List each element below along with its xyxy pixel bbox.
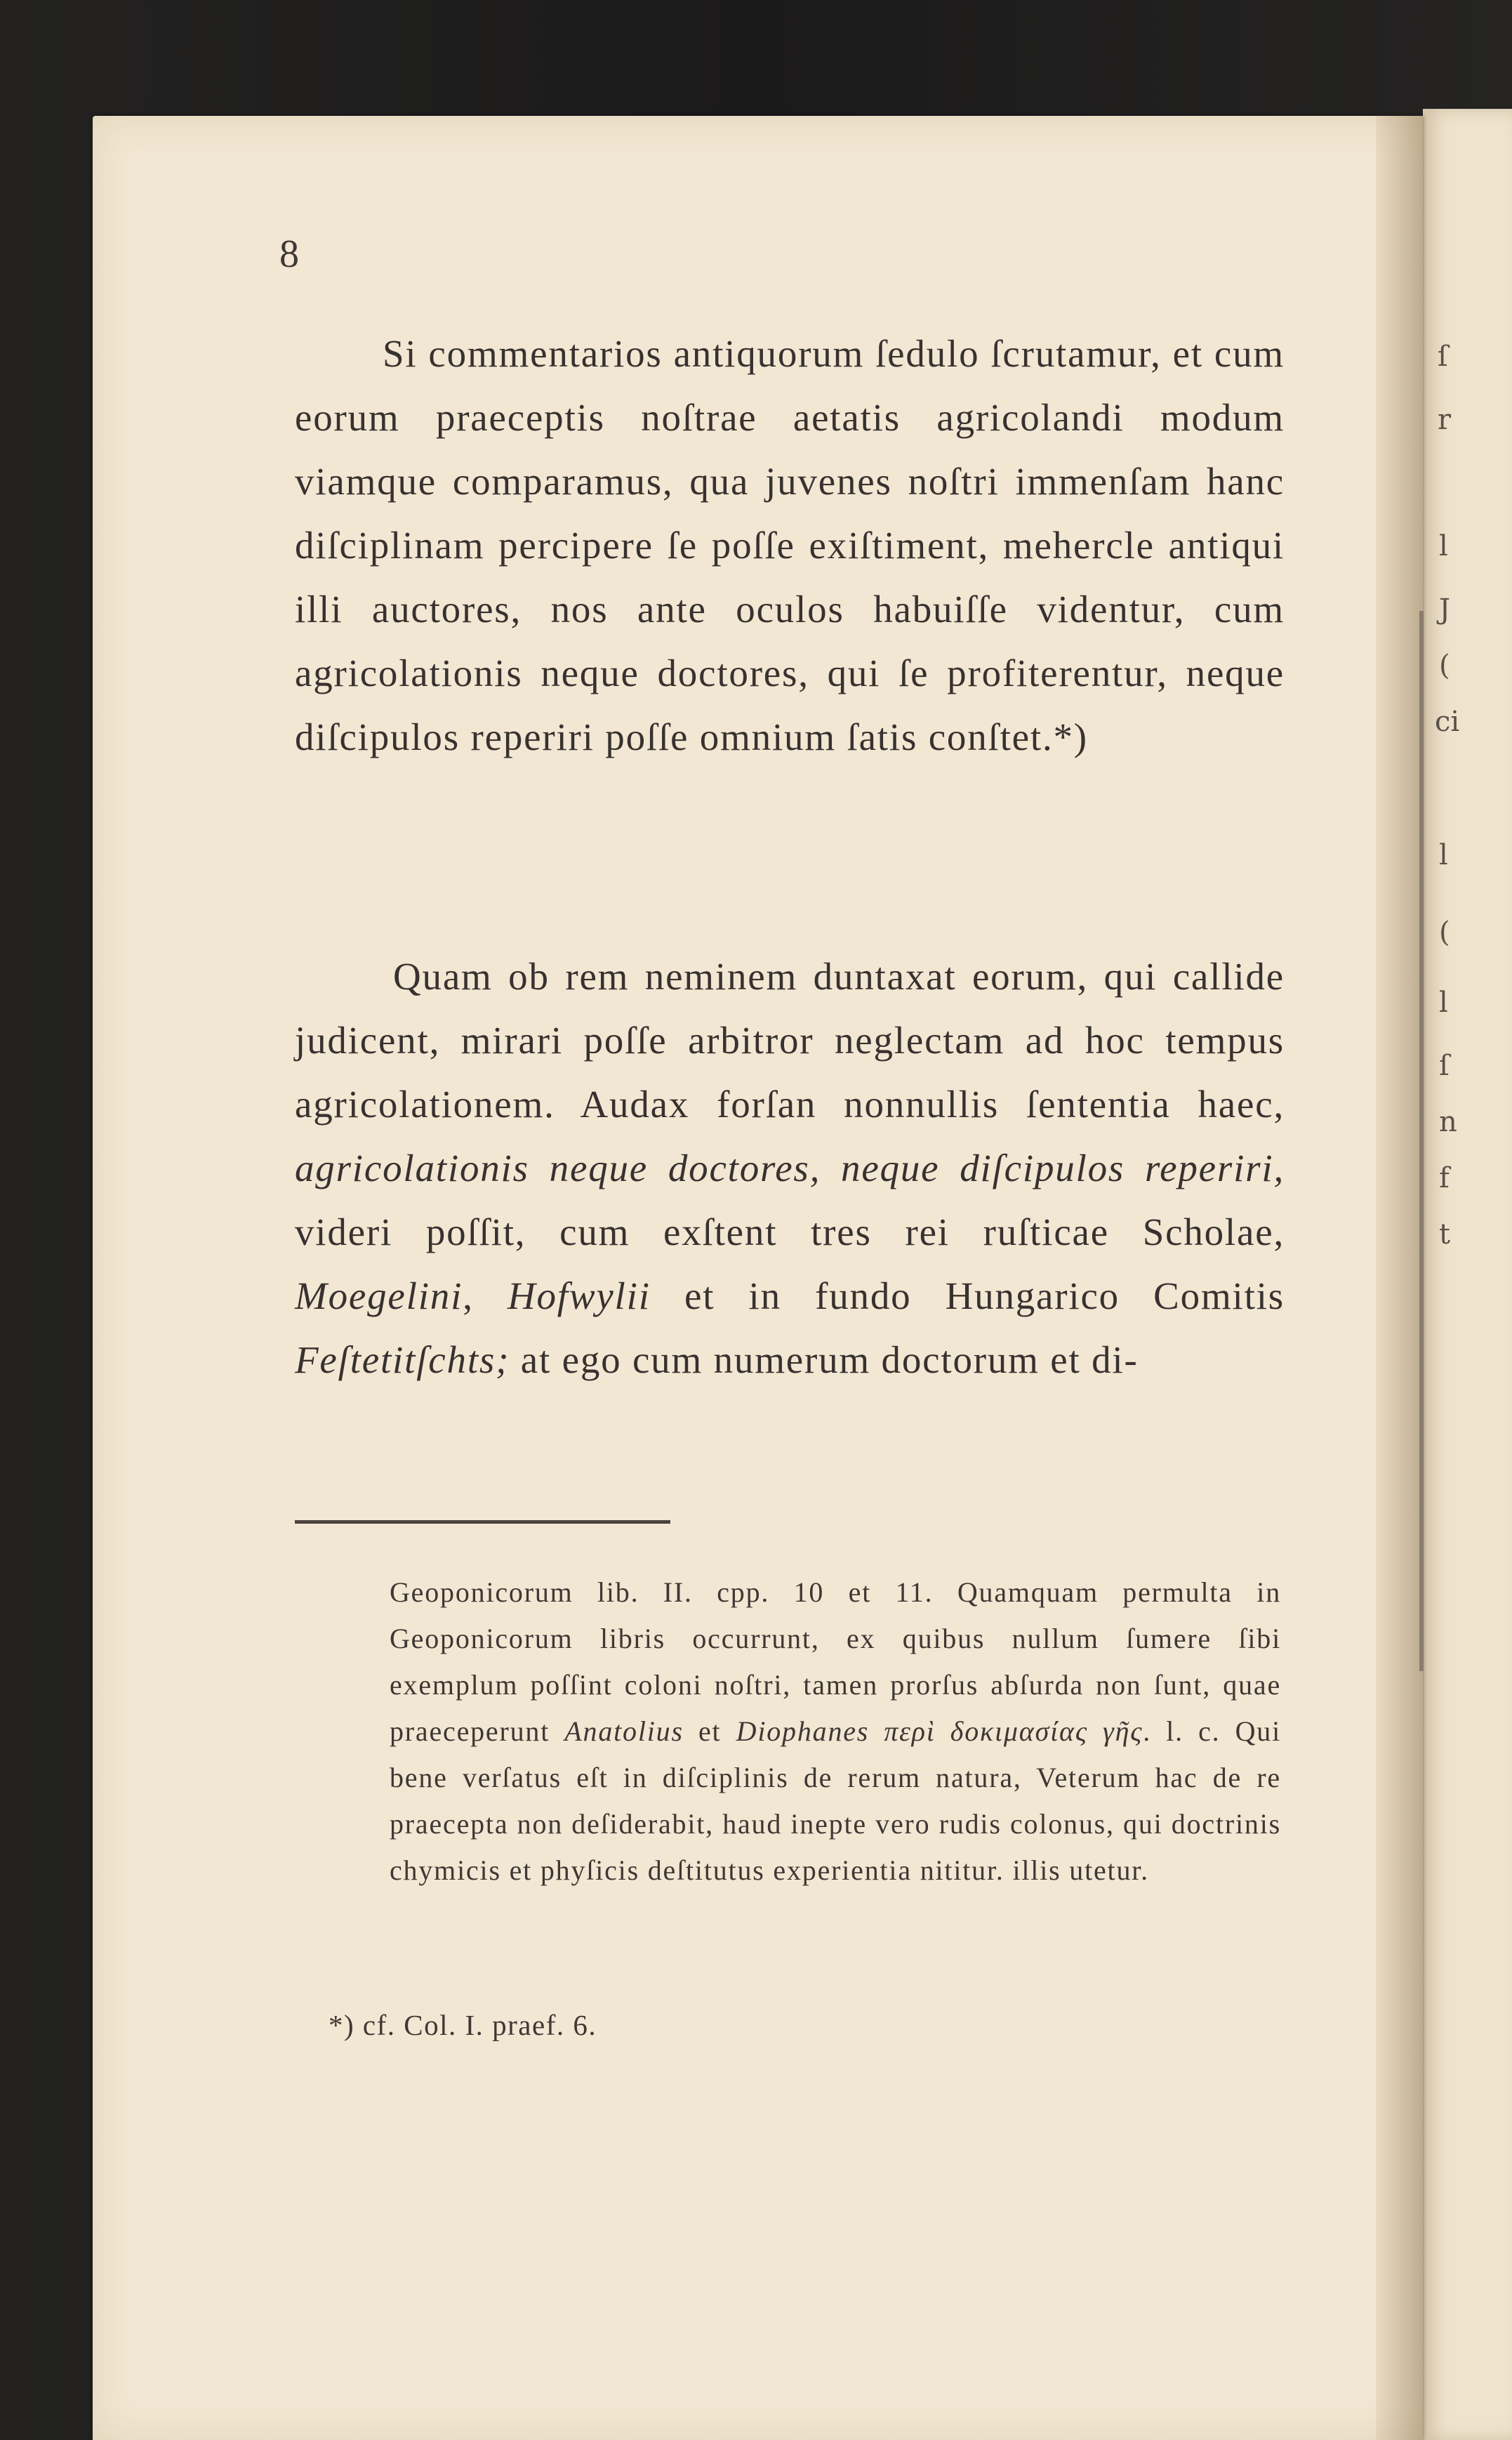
page-number: 8 [279,232,299,276]
paragraph-1 [295,322,1285,769]
text-run: videri poſſit, cum exſtent tres rei ruſticae Scholae, [295,1211,1285,1253]
adjacent-page-fragment: r [1438,404,1452,436]
footnote-run: Geoponicorum lib. II. cpp. 10 et 11. Quamquam permulta in Geoponicorum libris occurrunt, ex quibus nullum ſumere ſibi exemplum poſſint coloni noſtri, tamen prorſus abſurda non ſunt, quae praeceperunt [390,1576,1281,1747]
adjacent-page-fragment: n [1439,1106,1457,1138]
text-run: , [463,1274,508,1317]
footnote-divider [295,1520,670,1524]
footnote [390,1569,1281,1894]
text-run-italic: Moegelini [295,1274,463,1317]
adjacent-page-fragment: ci [1435,706,1460,738]
footnote-run-italic: Anatolius [564,1715,684,1747]
text-run: at ego cum numerum doctorum et di- [510,1338,1139,1381]
footnote-run: . l. c. Qui bene verſatus eſt in diſciplinis de rerum natura, Veterum hac de re praecepta non deſiderabit, haud inepte vero rudis colonus, qui doctrinis chymicis et phyſicis deſtitutus experientia nititur. illis utetur. [390,1715,1281,1886]
margin-ruling-line [1419,611,1424,1671]
footnote-run-italic: Diophanes [736,1715,870,1747]
adjacent-page-fragment: ( [1439,649,1450,682]
text-run-italic: Feſtetitſchts; [295,1338,510,1381]
text-run: Si commentarios antiquorum ſedulo ſcrutamur, et cum eorum praeceptis noſtrae aetatis agricolandi modum viamque comparamus, qua juvenes noſtri immenſam hanc diſciplinam percipere ſe poſſe exiſtiment, mehercle antiqui illi auctores, nos ante oculos habuiſſe videntur, cum agricolationis neque doctores, qui ſe profiterentur, neque diſcipulos reperiri poſſe omnium ſatis conſtet.*) [295,332,1285,758]
adjacent-page [1423,109,1512,2440]
adjacent-page-fragment: f [1439,1162,1450,1194]
footnote-reference: *) cf. Col. I. praef. 6. [329,2009,597,2041]
text-run: Quam ob rem neminem duntaxat eorum, qui callide judicent, mirari poſſe arbitror neglectam ad hoc tempus agricolationem. Audax forſan nonnullis ſententia haec, [295,955,1285,1126]
text-run: et in fundo Hungarico Comitis [650,1274,1285,1317]
paragraph-2 [295,944,1285,1392]
adjacent-page-fragment: ſ [1438,341,1448,373]
text-run-italic: Hofwylii [507,1274,651,1317]
adjacent-page-fragment: ( [1439,916,1450,949]
footnote-run-greek: περὶ δοκιμασίας γῆς [869,1715,1143,1747]
text-run-italic: agricolationis neque doctores, neque diſcipulos reperiri, [295,1147,1285,1189]
footnote-run: et [683,1715,736,1747]
adjacent-page-fragment: l [1439,987,1448,1019]
adjacent-page-fragment: ſ [1439,1050,1450,1082]
adjacent-page-fragment: J [1439,593,1451,626]
adjacent-page-fragment: l [1439,530,1448,562]
adjacent-page-fragment: l [1439,839,1448,871]
adjacent-page-fragment: t [1439,1218,1451,1251]
page-gutter-shadow [1376,116,1423,2440]
